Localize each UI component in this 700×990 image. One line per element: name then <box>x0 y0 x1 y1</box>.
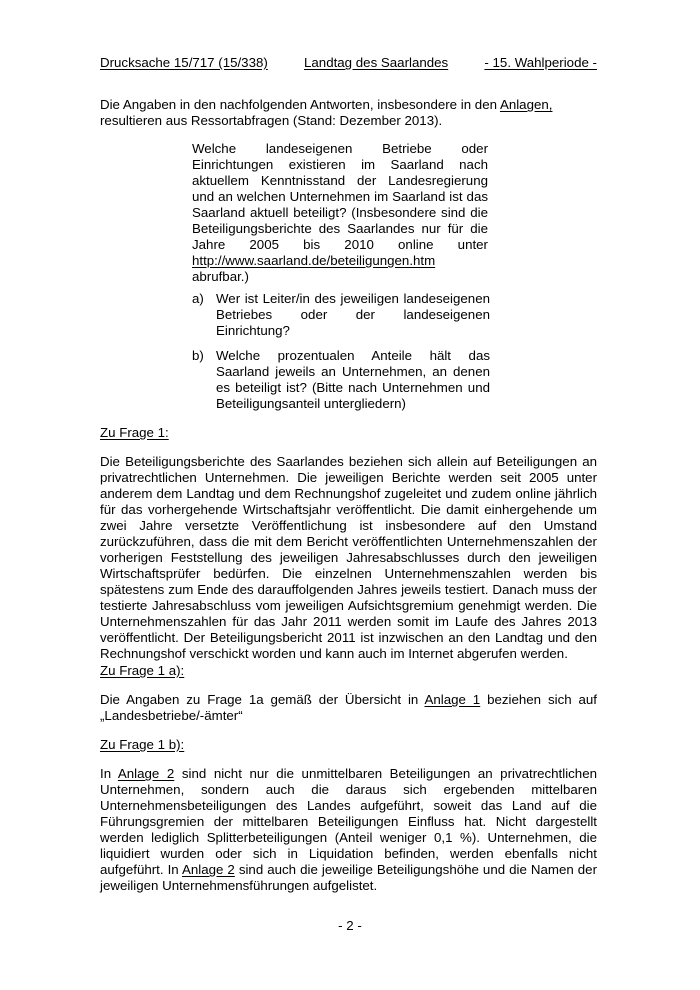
answer-1b-text: sind nicht nur die unmittelbaren Beteiligungen an privatrechtlichen Unternehmen, sondern auch die daraus sich ergebenden mittelbaren Unternehmensbeteiligungen des Landes aufgeführt, soweit das Land auf die Führungsgremien der mittelbaren Beteiligungen Einfluss hat. Nicht dargestellt werden lediglich Splitterbeteiligungen (Anteil weniger 0,1 %). Unternehmen, die liquidiert wurden oder sich in Liquidation befinden, werden ebenfalls nicht aufgeführt. In <box>100 766 597 877</box>
answer-heading-1a: Zu Frage 1 a): <box>100 663 185 678</box>
page-number: - 2 - <box>338 918 362 933</box>
intro-paragraph <box>100 97 597 129</box>
question-text <box>192 141 488 285</box>
anlagen-link[interactable]: Anlagen, <box>499 97 553 112</box>
subquestion-label: a) <box>192 291 204 306</box>
answer-paragraph-1b <box>100 766 597 894</box>
answer-1b-text-end: sind auch die jeweilige Beteiligungshöhe und die Namen der jeweiligen Unternehmensführungen aufgelistet. <box>100 862 597 893</box>
answer-paragraph-1: Die Beteiligungsberichte des Saarlandes beziehen sich allein auf Beteiligungen an privatrechtlichen Unternehmen. Die jeweiligen Berichte werden seit 2005 unter anderem dem Landtag und dem Rechnungshof zugeleitet und zudem online jährlich für das vorhergehende Wirtschaftsjahr veröffentlicht. Die damit einhergehende um zwei Jahre versetzte Veröffentlichung ist insbesondere auf den Umstand zurückzuführen, dass die mit dem Bericht veröffentlichten Unternehmenszahlen der vorherigen Feststellung des jeweiligen Jahresabschlusses durch den jeweiligen Wirtschaftsprüfer bedürfen. Die einzelnen Unternehmenszahlen werden bis spätestens zum Ende des darauffolgenden Jahres jeweils testiert. Danach muss der testierte Jahresabschluss vom jeweiligen Aufsichtsgremium genehmigt werden. Die Unternehmenszahlen für das Jahr 2011 werden somit im Laufe des Jahres 2013 veröffentlicht. Der Beteiligungsbericht 2011 ist inzwischen an den Landtag und den Rechnungshof verschickt worden und kann auch im Internet abgerufen werden. <box>100 454 597 661</box>
beteiligungen-url-link[interactable]: http://www.saarland.de/beteiligungen.htm <box>192 253 436 268</box>
anlage-2-link-second[interactable]: Anlage 2 <box>181 862 235 877</box>
answer-1a-text-end: beziehen sich auf „Landesbetriebe/-ämter“ <box>100 692 598 723</box>
intro-text-end: resultieren aus Ressortabfragen (Stand: Dezember 2013). <box>100 113 443 128</box>
subquestion-text: Welche prozentualen Anteile hält das Saarland jeweils an Unternehmen, an denen es beteiligt ist? (Bitte nach Unternehmen und Beteiligungsanteil untergliedern) <box>216 348 490 411</box>
header-parliament: Landtag des Saarlandes <box>304 55 449 70</box>
answer-heading-1: Zu Frage 1: <box>100 425 169 440</box>
header-document-number: Drucksache 15/717 (15/338) <box>100 55 268 70</box>
question-end: abrufbar.) <box>192 269 249 284</box>
answer-1b-prefix: In <box>100 766 118 781</box>
answer-heading-1b: Zu Frage 1 b): <box>100 737 185 752</box>
page-header <box>100 55 597 71</box>
anlage-1-link[interactable]: Anlage 1 <box>424 692 481 707</box>
subquestion-text: Wer ist Leiter/in des jeweiligen landeseigenen Betriebes oder der landeseigenen Einrichtung? <box>216 291 490 338</box>
anlage-2-link[interactable]: Anlage 2 <box>117 766 175 781</box>
intro-text-start: Die Angaben in den nachfolgenden Antworten, insbesondere in den <box>100 97 500 112</box>
answer-1a-text-start: Die Angaben zu Frage 1a gemäß der Übersicht in <box>100 692 425 707</box>
subquestion-b <box>192 348 490 412</box>
header-period: - 15. Wahlperiode - <box>484 55 597 70</box>
answer-paragraph-1a <box>100 692 597 724</box>
subquestion-a <box>192 291 490 339</box>
question-body: Welche landeseigenen Betriebe oder Einrichtungen existieren im Saarland nach aktuellem Kenntnisstand der Landesregierung und an welchen Unternehmen im Saarland ist das Saarland aktuell beteiligt? (Insbesondere sind die Beteiligungsberichte des Saarlandes nur für die Jahre 2005 bis 2010 online unter <box>192 141 488 252</box>
subquestion-label: b) <box>192 348 204 363</box>
